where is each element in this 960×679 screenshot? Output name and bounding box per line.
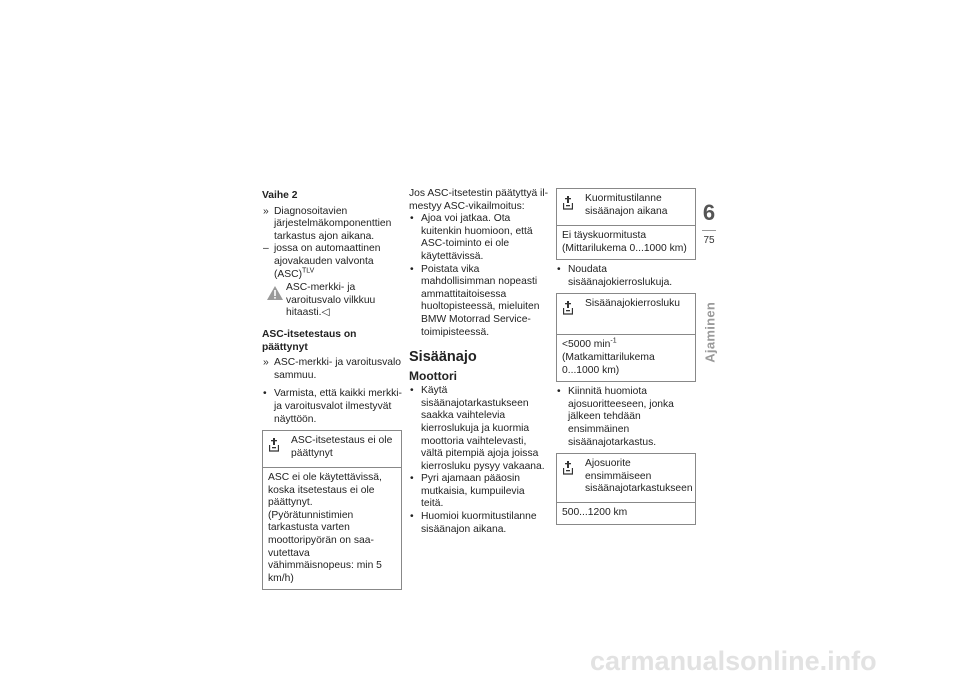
chapter-tab (700, 202, 718, 248)
list-item: • Pyri ajamaan pääosin mutkaisia, kumpuilevia teitä. (410, 473, 525, 510)
spec-value-icon (269, 438, 279, 452)
spec-box-title: Ajosuorite ensimmäiseen sisäänajotarkastukseen (585, 458, 693, 495)
spec-box-title: ASC-itsetestaus ei ole päättynyt (291, 435, 393, 459)
column-left (262, 188, 402, 594)
spec-value-icon (563, 461, 573, 475)
warning-triangle-icon (266, 285, 284, 301)
spec-box-body: 500...1200 km (557, 502, 695, 524)
spec-box-body: <5000 $\min^{-1}$ (Matkamittarilukema 0...1000 km) (557, 334, 695, 381)
spec-value-icon (563, 301, 573, 315)
list-item: • Käytä sisäänajotarkastukseen saakka vaihtelevia kierroslukuja ja kuormia moottoria vaihtelevasti, vältä pitempiä ajoja joissa kierrosluku pysyy vakaana. (410, 385, 545, 472)
spec-box-title: Sisäänajokierrosluku (585, 298, 681, 310)
spec-box (556, 188, 696, 260)
chapter-side-label: Ajaminen (702, 301, 718, 363)
list-item: • Ajoa voi jatkaa. Ota kuitenkin huomioon, että ASC-toiminto ei ole käytettävissä. (410, 213, 533, 262)
column-middle (409, 188, 549, 536)
list-item: » ASC-merkki- ja varoitusvalo sammuu. (263, 357, 402, 381)
subsection-title: Moottori (409, 369, 457, 384)
warning-note: ASC-merkki- ja varoitusvalo vilkkuu hitaasti.◁ (262, 282, 402, 320)
list-item: – jossa on automaattinen ajovakauden valvonta (ASC)$^{TLV}$ (263, 243, 381, 280)
page-number: 75 (703, 235, 715, 246)
watermark: carmanualsonline.info (590, 646, 877, 676)
spec-value-icon (563, 196, 573, 210)
list-item: • Varmista, että kaikki merkki- ja varoitusvalot ilmestyvät näyttöön. (263, 388, 402, 425)
section-title: Sisäänajo (409, 349, 477, 366)
section-heading: ASC-itsetestaus on päättynyt (262, 328, 357, 353)
spec-box-title: Kuormitustilanne sisäänajon aikana (585, 193, 668, 217)
step-heading: Vaihe 2 (262, 190, 298, 201)
spec-box-body: ASC ei ole käytettävissä, koska itsetestaus ei ole päättynyt. (Pyörätunnistimien tarkastusta varten moottoripyörän on saavutettava vähimmäisnopeus: min 5 km/h) (263, 467, 401, 589)
list-item: • Poistata vika mahdollisimman nopeasti ammattitaitoisessa huoltopisteessä, mieluiten BMW Motorrad Service-toimipisteessä. (410, 263, 540, 338)
list-item: • Kiinnitä huomiota ajosuoritteeseen, jonka jälkeen tehdään ensimmäinen sisäänajotarkastus. (557, 386, 674, 448)
list-item: • Huomioi kuormitustilanne sisäänajon aikana. (410, 511, 537, 535)
list-item: » Diagnosoitavien järjestelmäkomponenttien tarkastus ajon aikana. (263, 205, 392, 242)
column-right (556, 188, 696, 529)
intro-paragraph: Jos ASC-itsetestin päätyttyä ilmestyy ASC-vikailmoitus: (409, 188, 549, 212)
spec-box (262, 430, 402, 590)
spec-box (556, 293, 696, 382)
chapter-number: 6 (702, 200, 716, 225)
spec-box (556, 453, 696, 524)
list-item: • Noudata sisäänajokierroslukuja. (557, 264, 673, 288)
spec-box-body: Ei täyskuormitusta (Mittarilukema 0...1000 km) (557, 225, 695, 259)
